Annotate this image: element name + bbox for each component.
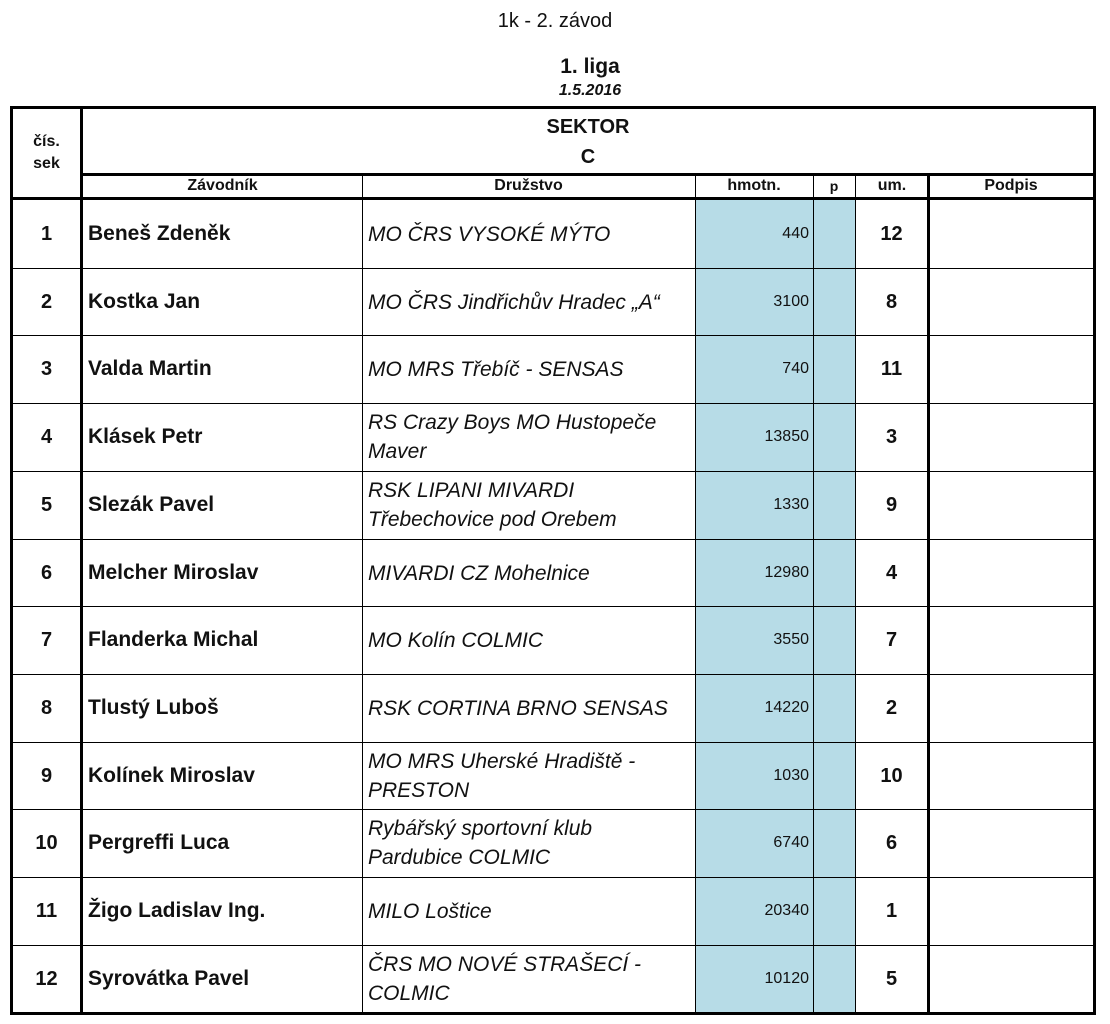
weight-value: 13850 (764, 428, 809, 445)
rank-value: 8 (885, 290, 898, 313)
rank-value: 9 (885, 493, 898, 516)
team-name: Rybářský sportovní klub Pardubice COLMIC (368, 817, 593, 869)
competitor-name: Flanderka Michal (88, 628, 259, 651)
competitor-name: Syrovátka Pavel (88, 967, 250, 990)
weight-value: 6740 (773, 834, 809, 851)
rank-value: 7 (885, 628, 898, 651)
team-name: ČRS MO NOVÉ STRAŠECÍ - COLMIC (368, 953, 642, 1005)
weight-value: 3100 (773, 293, 809, 310)
rank-value: 2 (885, 696, 898, 719)
header-sektor-letter: C (580, 145, 596, 168)
row-number: 4 (40, 425, 53, 448)
signature-field[interactable] (930, 742, 1093, 810)
signature-field[interactable] (930, 674, 1093, 742)
team-name: MO MRS Třebíč - SENSAS (368, 357, 624, 381)
weight-value: 12980 (764, 564, 809, 581)
weight-value: 1330 (773, 496, 809, 513)
penalty-value (814, 471, 855, 539)
weight-value: 440 (782, 225, 809, 242)
header-p: p (829, 178, 839, 194)
competitor-name: Pergreffi Luca (88, 831, 230, 854)
competitor-name: Valda Martin (88, 357, 212, 380)
header-um: um. (877, 177, 907, 194)
header-sektor: SEKTOR (546, 115, 630, 138)
competitor-name: Slezák Pavel (88, 493, 215, 516)
rank-value: 1 (885, 899, 898, 922)
penalty-value (814, 809, 855, 877)
row-number: 3 (40, 357, 53, 380)
penalty-value (814, 674, 855, 742)
penalty-value (814, 606, 855, 674)
team-name: MILO Loštice (368, 899, 492, 923)
row-number: 7 (40, 628, 53, 651)
team-name: MIVARDI CZ Mohelnice (368, 561, 590, 585)
signature-field[interactable] (930, 809, 1093, 877)
team-name: RSK CORTINA BRNO SENSAS (368, 696, 668, 720)
competitor-name: Kolínek Miroslav (88, 764, 255, 787)
team-name: MO Kolín COLMIC (368, 628, 544, 652)
row-number: 6 (40, 561, 53, 584)
weight-value: 10120 (764, 970, 809, 987)
competitor-name: Beneš Zdeněk (88, 222, 231, 245)
penalty-value (814, 945, 855, 1013)
header-podpis: Podpis (984, 177, 1038, 194)
team-name: MO ČRS VYSOKÉ MÝTO (368, 222, 611, 246)
row-number: 5 (40, 493, 53, 516)
row-number: 1 (40, 222, 53, 245)
team-name: RS Crazy Boys MO Hustopeče Maver (368, 411, 657, 463)
row-number: 8 (40, 696, 53, 719)
signature-field[interactable] (930, 606, 1093, 674)
signature-field[interactable] (930, 335, 1093, 403)
team-name: RSK LIPANI MIVARDI Třebechovice pod Orebem (368, 479, 617, 531)
competitor-name: Kostka Jan (88, 290, 201, 313)
competitor-name: Žigo Ladislav Ing. (88, 899, 266, 922)
rank-value: 11 (880, 357, 903, 380)
penalty-value (814, 268, 855, 336)
signature-field[interactable] (930, 877, 1093, 945)
event-date: 1.5.2016 (558, 82, 622, 99)
penalty-value (814, 877, 855, 945)
signature-field[interactable] (930, 945, 1093, 1013)
row-number: 11 (35, 899, 58, 922)
penalty-value (814, 742, 855, 810)
row-number: 2 (40, 290, 53, 313)
weight-value: 14220 (764, 699, 809, 716)
signature-field[interactable] (930, 268, 1093, 336)
penalty-value (814, 335, 855, 403)
header-hmotn: hmotn. (727, 177, 781, 194)
signature-field[interactable] (930, 471, 1093, 539)
header-cis-sek (13, 109, 80, 197)
weight-value: 3550 (773, 631, 809, 648)
row-number: 9 (40, 764, 53, 787)
rank-value: 5 (885, 967, 898, 990)
header-sek: sek (33, 155, 60, 172)
document-title: 1k - 2. závod (497, 10, 613, 32)
penalty-value (814, 200, 855, 268)
rank-value: 3 (885, 425, 898, 448)
rank-value: 12 (880, 222, 903, 245)
row-number: 10 (35, 831, 58, 854)
weight-value: 20340 (764, 902, 809, 919)
header-druzstvo: Družstvo (494, 177, 563, 194)
penalty-value (814, 403, 855, 471)
competitor-name: Tlustý Luboš (88, 696, 219, 719)
competitor-name: Klásek Petr (88, 425, 203, 448)
header-zavodnik: Závodník (187, 177, 258, 194)
weight-value: 740 (782, 360, 809, 377)
signature-field[interactable] (930, 539, 1093, 607)
league-title: 1. liga (560, 55, 620, 78)
header-cis: čís. (33, 133, 60, 150)
weight-value: 1030 (773, 767, 809, 784)
results-table (10, 106, 1096, 1015)
signature-field[interactable] (930, 403, 1093, 471)
penalty-value (814, 539, 855, 607)
rank-value: 10 (880, 764, 903, 787)
team-name: MO MRS Uherské Hradiště - PRESTON (368, 750, 636, 802)
team-name: MO ČRS Jindřichův Hradec „A“ (368, 290, 660, 314)
rank-value: 6 (885, 831, 898, 854)
rank-value: 4 (885, 561, 898, 584)
signature-field[interactable] (930, 200, 1093, 268)
row-number: 12 (35, 967, 58, 990)
competitor-name: Melcher Miroslav (88, 561, 259, 584)
